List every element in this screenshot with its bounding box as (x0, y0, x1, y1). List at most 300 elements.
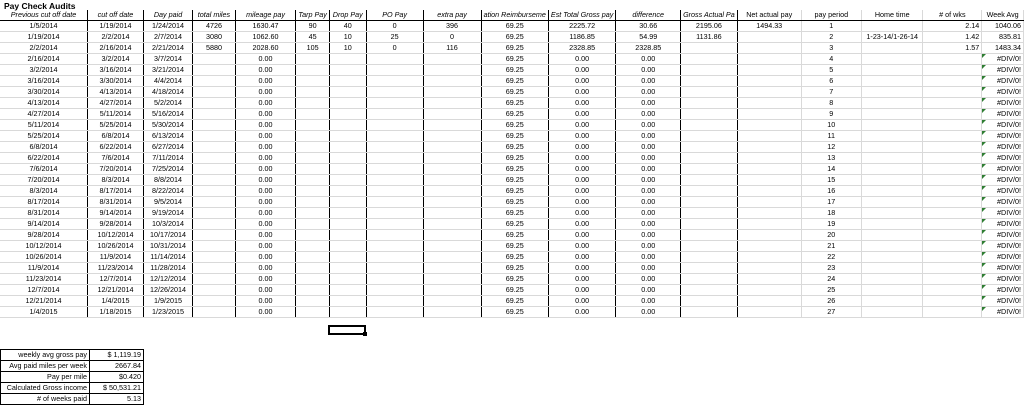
cell[interactable] (681, 87, 738, 98)
cell[interactable]: 69.25 (481, 76, 548, 87)
cell[interactable]: 69.25 (481, 241, 548, 252)
cell[interactable]: 8/17/2014 (0, 197, 88, 208)
cell[interactable] (737, 98, 801, 109)
cell[interactable] (681, 296, 738, 307)
cell[interactable] (296, 87, 330, 98)
cell[interactable]: 69.25 (481, 219, 548, 230)
cell[interactable]: 1.42 (923, 32, 982, 43)
cell[interactable]: 12/12/2014 (143, 274, 192, 285)
cell[interactable]: 4726 (193, 21, 236, 32)
cell[interactable] (681, 43, 738, 54)
cell[interactable]: 0.00 (548, 65, 615, 76)
cell[interactable] (923, 296, 982, 307)
cell[interactable] (861, 175, 923, 186)
cell[interactable]: 45 (296, 32, 330, 43)
cell[interactable]: 2 (801, 32, 861, 43)
cell[interactable]: 0.00 (235, 54, 296, 65)
cell[interactable]: 9/19/2014 (143, 208, 192, 219)
cell[interactable] (329, 120, 366, 131)
active-cell-selection[interactable] (328, 325, 366, 335)
cell[interactable]: 0.00 (548, 186, 615, 197)
cell[interactable]: 0.00 (235, 65, 296, 76)
cell[interactable]: 6/27/2014 (143, 142, 192, 153)
cell[interactable]: 1/19/2014 (88, 21, 144, 32)
cell[interactable] (923, 219, 982, 230)
cell[interactable] (681, 164, 738, 175)
cell[interactable]: 1/18/2015 (88, 307, 144, 318)
cell[interactable]: 69.25 (481, 142, 548, 153)
cell[interactable] (193, 252, 236, 263)
cell[interactable]: 8/17/2014 (88, 186, 144, 197)
cell[interactable] (423, 208, 481, 219)
cell[interactable] (366, 98, 423, 109)
cell[interactable] (423, 197, 481, 208)
cell[interactable] (861, 208, 923, 219)
cell[interactable] (923, 87, 982, 98)
cell[interactable]: 0 (423, 32, 481, 43)
cell[interactable]: 22 (801, 252, 861, 263)
cell[interactable] (366, 54, 423, 65)
cell[interactable]: 0.00 (235, 296, 296, 307)
cell[interactable]: 0.00 (235, 142, 296, 153)
column-header[interactable]: Previous cut off date (0, 10, 88, 21)
cell[interactable] (923, 230, 982, 241)
cell[interactable] (423, 87, 481, 98)
cell[interactable]: #DIV/0! (982, 274, 1024, 285)
cell[interactable]: #DIV/0! (982, 285, 1024, 296)
cell[interactable] (193, 120, 236, 131)
cell[interactable]: 0 (366, 21, 423, 32)
cell[interactable]: #DIV/0! (982, 241, 1024, 252)
cell[interactable]: 0.00 (548, 120, 615, 131)
summary-value[interactable]: 5.13 (90, 394, 144, 405)
cell[interactable] (861, 43, 923, 54)
cell[interactable] (681, 197, 738, 208)
cell[interactable] (329, 76, 366, 87)
cell[interactable] (423, 76, 481, 87)
cell[interactable]: 10/3/2014 (143, 219, 192, 230)
cell[interactable]: 0.00 (616, 54, 681, 65)
column-header[interactable]: mileage pay (235, 10, 296, 21)
cell[interactable]: 0.00 (548, 98, 615, 109)
cell[interactable] (423, 274, 481, 285)
cell[interactable] (923, 109, 982, 120)
cell[interactable] (737, 76, 801, 87)
cell[interactable]: 69.25 (481, 230, 548, 241)
cell[interactable] (737, 307, 801, 318)
cell[interactable]: 0.00 (616, 219, 681, 230)
cell[interactable]: 18 (801, 208, 861, 219)
cell[interactable]: #DIV/0! (982, 87, 1024, 98)
cell[interactable]: 0.00 (235, 153, 296, 164)
cell[interactable]: 0.00 (235, 307, 296, 318)
cell[interactable] (861, 131, 923, 142)
cell[interactable] (861, 219, 923, 230)
cell[interactable] (423, 120, 481, 131)
cell[interactable] (193, 153, 236, 164)
cell[interactable]: 0.00 (548, 219, 615, 230)
cell[interactable]: 1 (801, 21, 861, 32)
cell[interactable]: 4/18/2014 (143, 87, 192, 98)
cell[interactable]: 1.57 (923, 43, 982, 54)
cell[interactable]: 9/28/2014 (0, 230, 88, 241)
cell[interactable]: 0.00 (235, 87, 296, 98)
cell[interactable]: 17 (801, 197, 861, 208)
cell[interactable]: 116 (423, 43, 481, 54)
cell[interactable]: 0.00 (235, 186, 296, 197)
column-header[interactable]: ation Reimburseme (481, 10, 548, 21)
cell[interactable] (296, 109, 330, 120)
cell[interactable] (737, 142, 801, 153)
cell[interactable]: 40 (329, 21, 366, 32)
cell[interactable] (861, 65, 923, 76)
cell[interactable] (861, 230, 923, 241)
summary-label[interactable]: # of weeks paid (1, 394, 90, 405)
cell[interactable] (737, 131, 801, 142)
cell[interactable]: 0.00 (616, 175, 681, 186)
cell[interactable] (296, 274, 330, 285)
cell[interactable] (681, 98, 738, 109)
cell[interactable]: 8/8/2014 (143, 175, 192, 186)
cell[interactable] (423, 54, 481, 65)
cell[interactable] (296, 230, 330, 241)
cell[interactable]: 5/25/2014 (0, 131, 88, 142)
cell[interactable]: 1/9/2015 (143, 296, 192, 307)
cell[interactable]: 10 (329, 32, 366, 43)
cell[interactable]: 69.25 (481, 263, 548, 274)
cell[interactable] (296, 208, 330, 219)
cell[interactable] (329, 219, 366, 230)
cell[interactable] (296, 285, 330, 296)
cell[interactable] (423, 142, 481, 153)
cell[interactable]: 2195.06 (681, 21, 738, 32)
cell[interactable] (861, 153, 923, 164)
cell[interactable]: 1186.85 (548, 32, 615, 43)
cell[interactable]: 2/16/2014 (0, 54, 88, 65)
cell[interactable] (423, 186, 481, 197)
cell[interactable] (423, 131, 481, 142)
cell[interactable]: 8 (801, 98, 861, 109)
cell[interactable] (193, 131, 236, 142)
cell[interactable]: 0.00 (616, 296, 681, 307)
cell[interactable] (329, 208, 366, 219)
cell[interactable]: 10/12/2014 (0, 241, 88, 252)
cell[interactable] (681, 307, 738, 318)
cell[interactable]: 11/23/2014 (88, 263, 144, 274)
cell[interactable]: 0.00 (616, 274, 681, 285)
cell[interactable]: 0.00 (548, 131, 615, 142)
sheet-title[interactable]: Pay Check Audits (4, 1, 76, 11)
cell[interactable] (423, 307, 481, 318)
cell[interactable] (193, 98, 236, 109)
cell[interactable]: 2.14 (923, 21, 982, 32)
summary-value[interactable]: $ 1,119.19 (90, 350, 144, 361)
cell[interactable]: 15 (801, 175, 861, 186)
cell[interactable]: 10/17/2014 (143, 230, 192, 241)
cell[interactable]: 5/11/2014 (0, 120, 88, 131)
cell[interactable] (296, 120, 330, 131)
cell[interactable] (193, 87, 236, 98)
cell[interactable]: #DIV/0! (982, 153, 1024, 164)
cell[interactable]: 0.00 (616, 131, 681, 142)
cell[interactable] (681, 285, 738, 296)
cell[interactable] (193, 296, 236, 307)
cell[interactable]: 25 (801, 285, 861, 296)
cell[interactable] (329, 131, 366, 142)
cell[interactable] (681, 274, 738, 285)
cell[interactable]: 1131.86 (681, 32, 738, 43)
cell[interactable] (737, 65, 801, 76)
cell[interactable]: 25 (366, 32, 423, 43)
cell[interactable]: #DIV/0! (982, 120, 1024, 131)
cell[interactable] (193, 186, 236, 197)
cell[interactable]: 90 (296, 21, 330, 32)
cell[interactable]: 0.00 (548, 76, 615, 87)
cell[interactable] (681, 208, 738, 219)
cell[interactable] (737, 263, 801, 274)
cell[interactable] (737, 274, 801, 285)
cell[interactable] (423, 175, 481, 186)
cell[interactable] (737, 87, 801, 98)
cell[interactable]: 835.81 (982, 32, 1024, 43)
cell[interactable] (861, 197, 923, 208)
cell[interactable] (366, 307, 423, 318)
cell[interactable]: 1/24/2014 (143, 21, 192, 32)
cell[interactable]: 5880 (193, 43, 236, 54)
cell[interactable] (329, 274, 366, 285)
cell[interactable]: 0.00 (235, 274, 296, 285)
cell[interactable] (681, 153, 738, 164)
cell[interactable] (423, 230, 481, 241)
cell[interactable]: 2328.85 (616, 43, 681, 54)
cell[interactable]: 5/2/2014 (143, 98, 192, 109)
cell[interactable] (923, 307, 982, 318)
summary-label[interactable]: weekly avg gross pay (1, 350, 90, 361)
cell[interactable]: 69.25 (481, 120, 548, 131)
cell[interactable] (737, 32, 801, 43)
cell[interactable] (329, 175, 366, 186)
summary-label[interactable]: Avg paid miles per week (1, 361, 90, 372)
cell[interactable]: 0.00 (235, 175, 296, 186)
cell[interactable] (329, 252, 366, 263)
cell[interactable]: 0.00 (548, 175, 615, 186)
cell[interactable] (296, 175, 330, 186)
cell[interactable] (193, 65, 236, 76)
column-header[interactable]: cut off date (88, 10, 144, 21)
cell[interactable]: 0.00 (548, 274, 615, 285)
cell[interactable] (861, 120, 923, 131)
cell[interactable]: #DIV/0! (982, 131, 1024, 142)
cell[interactable]: 11 (801, 131, 861, 142)
cell[interactable]: 10/26/2014 (0, 252, 88, 263)
cell[interactable] (737, 230, 801, 241)
cell[interactable] (296, 296, 330, 307)
cell[interactable]: 23 (801, 263, 861, 274)
column-header[interactable]: total miles (193, 10, 236, 21)
cell[interactable]: 0.00 (616, 76, 681, 87)
cell[interactable]: #DIV/0! (982, 54, 1024, 65)
cell[interactable]: 69.25 (481, 98, 548, 109)
cell[interactable]: 3/30/2014 (0, 87, 88, 98)
cell[interactable] (861, 87, 923, 98)
cell[interactable]: 6/8/2014 (88, 131, 144, 142)
cell[interactable] (681, 219, 738, 230)
cell[interactable] (681, 175, 738, 186)
cell[interactable] (193, 54, 236, 65)
summary-value[interactable]: $ 50,531.21 (90, 383, 144, 394)
cell[interactable] (681, 241, 738, 252)
cell[interactable]: #DIV/0! (982, 230, 1024, 241)
cell[interactable]: #DIV/0! (982, 98, 1024, 109)
cell[interactable]: 1/19/2014 (0, 32, 88, 43)
cell[interactable] (296, 219, 330, 230)
cell[interactable]: 0.00 (548, 296, 615, 307)
cell[interactable]: 4/27/2014 (0, 109, 88, 120)
cell[interactable] (366, 296, 423, 307)
cell[interactable] (366, 142, 423, 153)
cell[interactable] (861, 186, 923, 197)
cell[interactable]: 7/20/2014 (88, 164, 144, 175)
cell[interactable]: 9 (801, 109, 861, 120)
cell[interactable] (737, 164, 801, 175)
cell[interactable]: 2028.60 (235, 43, 296, 54)
cell[interactable]: 21 (801, 241, 861, 252)
cell[interactable] (681, 54, 738, 65)
cell[interactable]: 69.25 (481, 21, 548, 32)
cell[interactable]: 69.25 (481, 54, 548, 65)
cell[interactable] (366, 219, 423, 230)
cell[interactable] (923, 131, 982, 142)
cell[interactable] (861, 54, 923, 65)
cell[interactable]: 0.00 (235, 252, 296, 263)
cell[interactable] (681, 186, 738, 197)
cell[interactable]: #DIV/0! (982, 263, 1024, 274)
cell[interactable] (296, 131, 330, 142)
cell[interactable]: 9/14/2014 (0, 219, 88, 230)
cell[interactable]: 0.00 (616, 186, 681, 197)
cell[interactable] (366, 252, 423, 263)
cell[interactable] (366, 186, 423, 197)
cell[interactable] (423, 164, 481, 175)
cell[interactable]: #DIV/0! (982, 296, 1024, 307)
cell[interactable]: 69.25 (481, 307, 548, 318)
cell[interactable]: #DIV/0! (982, 65, 1024, 76)
cell[interactable] (193, 76, 236, 87)
cell[interactable]: 69.25 (481, 43, 548, 54)
cell[interactable]: 69.25 (481, 208, 548, 219)
cell[interactable]: 12/7/2014 (88, 274, 144, 285)
cell[interactable] (923, 65, 982, 76)
cell[interactable]: #DIV/0! (982, 109, 1024, 120)
cell[interactable] (737, 197, 801, 208)
cell[interactable]: 69.25 (481, 175, 548, 186)
cell[interactable]: 69.25 (481, 186, 548, 197)
cell[interactable]: 11/9/2014 (0, 263, 88, 274)
cell[interactable] (681, 252, 738, 263)
cell[interactable] (861, 296, 923, 307)
cell[interactable]: 2/7/2014 (143, 32, 192, 43)
cell[interactable]: 7/6/2014 (0, 164, 88, 175)
cell[interactable] (366, 241, 423, 252)
cell[interactable]: 4/13/2014 (0, 98, 88, 109)
cell[interactable] (423, 296, 481, 307)
cell[interactable] (329, 296, 366, 307)
cell[interactable]: 0.00 (616, 241, 681, 252)
cell[interactable] (861, 98, 923, 109)
cell[interactable] (861, 109, 923, 120)
cell[interactable]: 0.00 (548, 285, 615, 296)
cell[interactable] (737, 109, 801, 120)
cell[interactable]: 0.00 (235, 230, 296, 241)
cell[interactable]: 13 (801, 153, 861, 164)
cell[interactable] (296, 164, 330, 175)
cell[interactable]: 5/16/2014 (143, 109, 192, 120)
cell[interactable]: 10/26/2014 (88, 241, 144, 252)
cell[interactable]: 0.00 (548, 252, 615, 263)
cell[interactable]: 8/3/2014 (0, 186, 88, 197)
cell[interactable]: 69.25 (481, 164, 548, 175)
cell[interactable] (329, 197, 366, 208)
cell[interactable] (423, 285, 481, 296)
cell[interactable] (737, 186, 801, 197)
cell[interactable]: 0.00 (548, 87, 615, 98)
cell[interactable] (329, 164, 366, 175)
cell[interactable] (329, 241, 366, 252)
cell[interactable]: 1630.47 (235, 21, 296, 32)
cell[interactable] (861, 285, 923, 296)
cell[interactable]: 69.25 (481, 65, 548, 76)
cell[interactable]: 0.00 (548, 153, 615, 164)
column-header[interactable]: difference (616, 10, 681, 21)
cell[interactable]: #DIV/0! (982, 175, 1024, 186)
cell[interactable]: 11/23/2014 (0, 274, 88, 285)
cell[interactable]: 0.00 (235, 241, 296, 252)
cell[interactable] (296, 65, 330, 76)
cell[interactable]: 12 (801, 142, 861, 153)
cell[interactable]: 10/31/2014 (143, 241, 192, 252)
cell[interactable] (193, 263, 236, 274)
cell[interactable]: 0.00 (616, 263, 681, 274)
cell[interactable] (861, 252, 923, 263)
cell[interactable]: 0.00 (235, 285, 296, 296)
cell[interactable]: 20 (801, 230, 861, 241)
cell[interactable] (737, 54, 801, 65)
cell[interactable] (193, 142, 236, 153)
cell[interactable] (193, 197, 236, 208)
cell[interactable] (329, 153, 366, 164)
cell[interactable]: 0.00 (616, 285, 681, 296)
cell[interactable] (423, 241, 481, 252)
cell[interactable]: 0.00 (235, 131, 296, 142)
cell[interactable] (923, 252, 982, 263)
cell[interactable] (366, 230, 423, 241)
cell[interactable]: 0 (366, 43, 423, 54)
cell[interactable] (329, 230, 366, 241)
column-header[interactable]: Net actual pay (737, 10, 801, 21)
cell[interactable]: 6/22/2014 (0, 153, 88, 164)
cell[interactable]: 0.00 (235, 197, 296, 208)
cell[interactable]: 3 (801, 43, 861, 54)
cell[interactable] (193, 219, 236, 230)
cell[interactable]: 0.00 (548, 142, 615, 153)
cell[interactable]: #DIV/0! (982, 142, 1024, 153)
cell[interactable] (296, 263, 330, 274)
summary-value[interactable]: 2667.84 (90, 361, 144, 372)
cell[interactable] (329, 142, 366, 153)
cell[interactable]: 0.00 (235, 164, 296, 175)
cell[interactable]: 0.00 (616, 120, 681, 131)
cell[interactable]: 69.25 (481, 296, 548, 307)
